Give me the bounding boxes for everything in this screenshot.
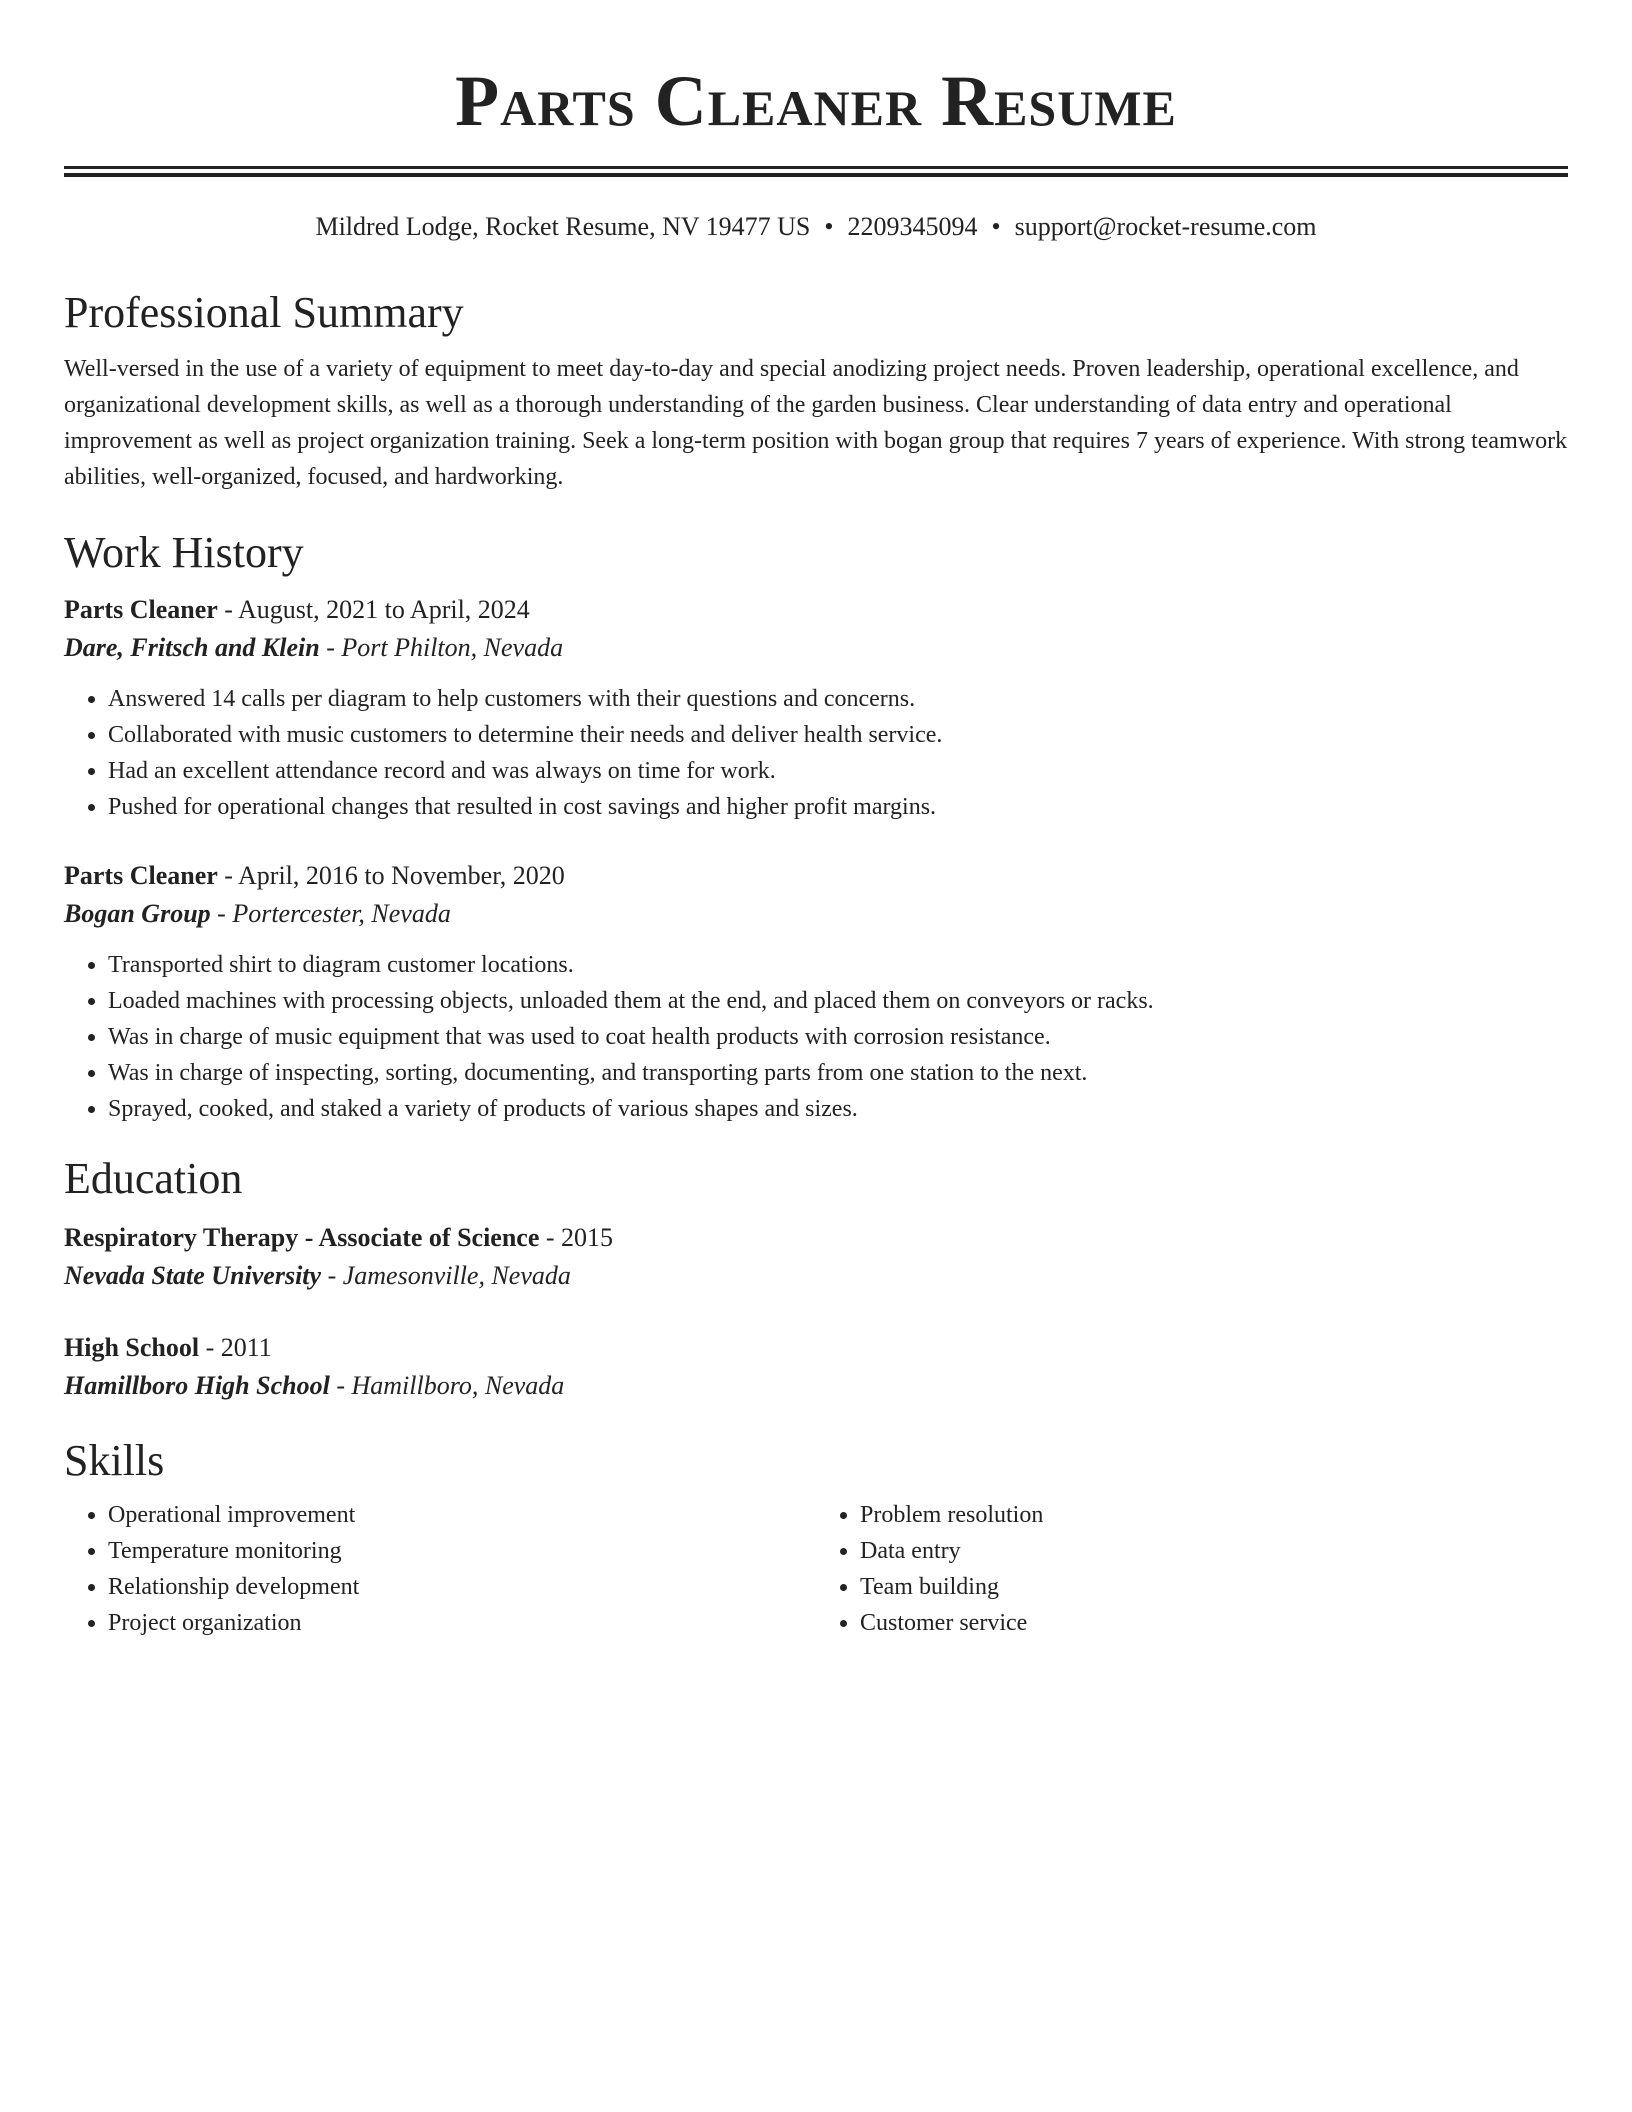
job-bullets bbox=[64, 681, 1568, 825]
skills-columns bbox=[64, 1497, 1568, 1641]
contact-phone: 2209345094 bbox=[847, 212, 978, 241]
education-school: Nevada State University bbox=[64, 1261, 322, 1290]
job-company-line bbox=[64, 629, 1568, 667]
education-degree-line bbox=[64, 1219, 1568, 1257]
education-school: Hamillboro High School bbox=[64, 1371, 330, 1400]
job-location: - Portercester, Nevada bbox=[210, 899, 451, 928]
list-item: • Collaborated with music customers to determine their needs and deliver health service. bbox=[108, 717, 1568, 753]
contact-separator: • bbox=[824, 212, 834, 241]
job-role: Parts Cleaner bbox=[64, 861, 218, 890]
list-item: • Was in charge of music equipment that was used to coat health products with corrosion resistance. bbox=[108, 1019, 1568, 1055]
education-degree: Respiratory Therapy - Associate of Science bbox=[64, 1223, 540, 1252]
summary-heading: Professional Summary bbox=[64, 288, 464, 337]
list-item: • Was in charge of inspecting, sorting, documenting, and transporting parts from one station to the next. bbox=[108, 1055, 1568, 1091]
job-company-line bbox=[64, 895, 1568, 933]
education-entry bbox=[64, 1329, 1568, 1405]
job-company: Dare, Fritsch and Klein bbox=[64, 633, 320, 662]
education-year: - 2011 bbox=[199, 1333, 272, 1362]
job-role: Parts Cleaner bbox=[64, 595, 218, 624]
job-company: Bogan Group bbox=[64, 899, 211, 928]
skills-list-left bbox=[64, 1497, 816, 1641]
job-title-line bbox=[64, 591, 1568, 629]
list-item: • Pushed for operational changes that resulted in cost savings and higher profit margins. bbox=[108, 789, 1568, 825]
education-entry bbox=[64, 1219, 1568, 1295]
list-item: • Operational improvement bbox=[108, 1497, 816, 1533]
education-year: - 2015 bbox=[539, 1223, 614, 1252]
skills-heading: Skills bbox=[64, 1436, 165, 1485]
contact-line bbox=[64, 209, 1568, 245]
education-location: - Hamillboro, Nevada bbox=[329, 1371, 565, 1400]
list-item: • Temperature monitoring bbox=[108, 1533, 816, 1569]
list-item: • Team building bbox=[860, 1569, 1568, 1605]
job-entry bbox=[64, 591, 1568, 825]
contact-separator: • bbox=[991, 212, 1001, 241]
job-title-line bbox=[64, 857, 1568, 895]
job-dates: - April, 2016 to November, 2020 bbox=[217, 861, 565, 890]
education-heading: Education bbox=[64, 1154, 243, 1203]
education-school-line bbox=[64, 1257, 1568, 1295]
job-bullets bbox=[64, 947, 1568, 1127]
list-item: • Data entry bbox=[860, 1533, 1568, 1569]
list-item: • Customer service bbox=[860, 1605, 1568, 1641]
job-location: - Port Philton, Nevada bbox=[319, 633, 564, 662]
education-school-line bbox=[64, 1367, 1568, 1405]
list-item: • Loaded machines with processing objects, unloaded them at the end, and placed them on conveyors or racks. bbox=[108, 983, 1568, 1019]
work-history-heading: Work History bbox=[64, 528, 304, 577]
contact-address: Mildred Lodge, Rocket Resume, NV 19477 US bbox=[315, 212, 811, 241]
list-item: • Transported shirt to diagram customer locations. bbox=[108, 947, 1568, 983]
job-entry bbox=[64, 857, 1568, 1127]
list-item: • Sprayed, cooked, and staked a variety of products of various shapes and sizes. bbox=[108, 1091, 1568, 1127]
title-divider bbox=[64, 166, 1568, 177]
job-dates: - August, 2021 to April, 2024 bbox=[217, 595, 530, 624]
list-item: • Problem resolution bbox=[860, 1497, 1568, 1533]
list-item: • Relationship development bbox=[108, 1569, 816, 1605]
list-item: • Had an excellent attendance record and was always on time for work. bbox=[108, 753, 1568, 789]
education-location: - Jamesonville, Nevada bbox=[321, 1261, 571, 1290]
resume-title: Parts Cleaner Resume bbox=[455, 61, 1177, 141]
summary-text: Well-versed in the use of a variety of equipment to meet day-to-day and special anodizing project needs. Proven leadership, operational excellence, and organizational development skills, as well as a thorough understanding of the garden business. Clear understanding of data entry and operational improvement as well as project organization training. Seek a long-term position with bogan group that requires 7 years of experience. With strong teamwork abilities, well-organized, focused, and hardworking. bbox=[64, 356, 1568, 490]
education-degree: High School bbox=[64, 1333, 200, 1362]
skills-list-right bbox=[816, 1497, 1568, 1641]
education-degree-line bbox=[64, 1329, 1568, 1367]
list-item: • Answered 14 calls per diagram to help customers with their questions and concerns. bbox=[108, 681, 1568, 717]
contact-email: support@rocket-resume.com bbox=[1014, 212, 1317, 241]
list-item: • Project organization bbox=[108, 1605, 816, 1641]
